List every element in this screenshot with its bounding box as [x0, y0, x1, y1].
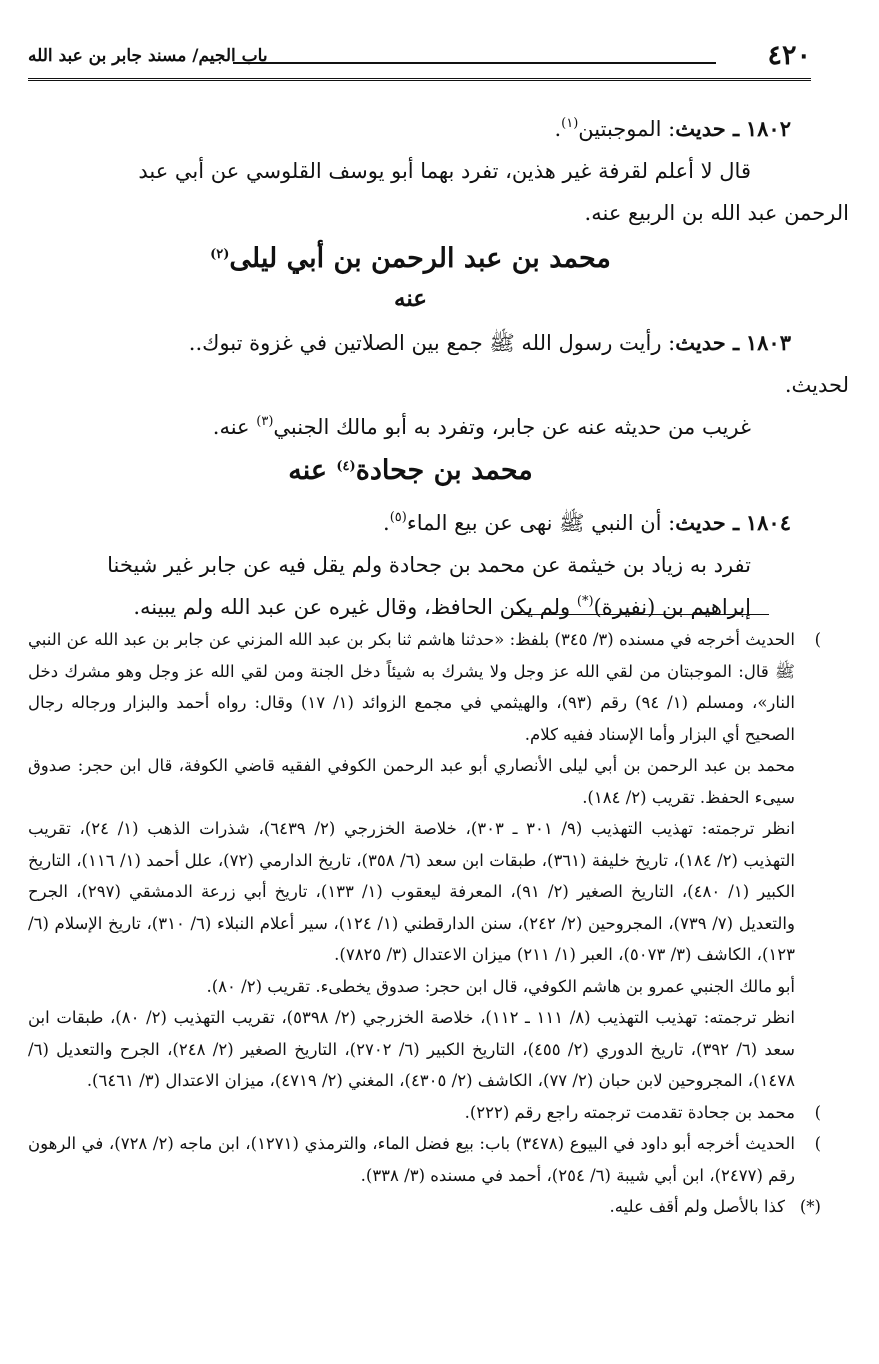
hadith-continued: لحديث. [784, 373, 849, 397]
section-heading [30, 236, 791, 282]
hadith-1802 [30, 108, 791, 150]
hadith-label: ـ حديث [675, 510, 740, 535]
section-title-suffix: عنه [288, 455, 337, 486]
commentary-line: الرحمن عبد الله بن الربيع عنه. [584, 201, 849, 225]
footnote-4 [28, 1097, 819, 1129]
section-heading [30, 448, 791, 494]
footnote-ref: (*) [576, 594, 594, 609]
footnote-text: انظر ترجمته: تهذيب التهذيب (٨/ ١١١ ـ ١١٢)، خلاصة الخزرجي (٢/ ٥٣٩٨)، تقريب التهذيب (٢/ ٨٠)، طبقات ابن سعد (٦/ ٣٩٢)، تاريخ الدوري (٢/ ٤٥٥)، التاريخ الكبير (٦/ ٢٧٠٢)، التاريخ الصغير (٢/ ٢٤٨)، الجرح والتعديل (٦/ ١٤٧٨)، المجروحين لابن حبان (٢/ ٧٧)، الكاشف (٢/ ٤٣٠٥)، المغني (٢/ ٤٧١٩)، ميزان الاعتدال (٣/ ٦٤٦١). [28, 1008, 796, 1090]
hadith-label: ـ حديث [675, 116, 740, 141]
hadith-label: ـ حديث [675, 330, 740, 355]
header-divider [28, 78, 811, 81]
hadith-number: ١٨٠٢ [745, 116, 791, 141]
footnote-text: الحديث أخرجه في مسنده (٣/ ٣٤٥) بلفظ: «حدثنا هاشم ثنا بكر بن عبد الله المزني عن جابر بن عبد الله عن النبي ﷺ قال: الموجبتان من لقي الله عز وجل ولا يشرك به شيئاً دخل الجنة ومن لقي الله عز وجل وهو مشرك دخل النار»، ومسلم (١/ ٩٤) رقم (٩٣)، والهيثمي في مجمع الزوائد (١/ ١٧) وقال: رواه أحمد والبزار ورجاله رجال الصحيح أي البزار وأما الإسناد ففيه كلام. [28, 630, 796, 744]
section-title: محمد بن جحادة [355, 455, 533, 486]
commentary-text: غريب من حديثه عنه عن جابر، وتفرد به أبو مالك الجنبي [273, 415, 751, 439]
footnote-ref: (٣) [256, 414, 274, 429]
footnote-marker: ) [814, 630, 821, 649]
commentary-paragraph [30, 150, 791, 192]
footnote-ref: (٢) [210, 247, 230, 262]
hadith-1803 [30, 322, 791, 364]
footnote-1 [28, 624, 819, 750]
footnote-text: محمد بن عبد الرحمن بن أبي ليلى الأنصاري أبو عبد الرحمن الكوفي الفقيه قاضي الكوفة، قال ابن حجر: صدوق سيىء الحفظ. تقريب (٢/ ١٨٤). [28, 756, 795, 807]
hadith-1804 [30, 502, 791, 544]
running-title: باب الجيم/ مسند جابر بن عبد الله [28, 46, 268, 66]
section-title: محمد بن عبد الرحمن بن أبي ليلى [229, 243, 611, 274]
footnote-ref: (١) [561, 116, 579, 131]
footnote-ref: (٥) [389, 510, 407, 525]
commentary-line-continued [30, 192, 849, 234]
footnote-marker: ) [814, 1134, 821, 1153]
hadith-end: . [554, 117, 562, 141]
hadith-text: : الموجبتين [578, 117, 676, 141]
footnote-3 [28, 971, 819, 1003]
footnote-2 [28, 750, 819, 813]
hadith-end: . [383, 511, 390, 535]
footnotes [28, 624, 819, 1223]
footnote-text: محمد بن جحادة تقدمت ترجمته راجع رقم (٢٢٢). [464, 1102, 795, 1122]
commentary-line: تفرد به زياد بن خيثمة عن محمد بن جحادة ولم يقل فيه عن جابر غير شيخنا [107, 553, 751, 577]
hadith-number: ١٨٠٤ [745, 510, 791, 535]
commentary-text: عنه. [212, 415, 257, 439]
commentary-text: إبراهيم بن (نفيرة) [593, 595, 751, 619]
footnote-2-refs [28, 813, 819, 971]
commentary-line-continued [30, 586, 791, 628]
footnote-5 [28, 1128, 819, 1191]
header-rule [233, 62, 716, 64]
footnote-text: كذا بالأصل ولم أقف عليه. [609, 1197, 785, 1216]
page-header [28, 40, 811, 74]
footnote-3-refs [28, 1002, 819, 1097]
page-number: ٤٢٠ [767, 40, 811, 71]
section-subheading: عنه [394, 285, 427, 312]
hadith-text: : رأيت رسول الله ﷺ جمع بين الصلاتين في غزوة تبوك.. [188, 331, 676, 355]
footnote-ref: (٤) [336, 459, 356, 474]
footnote-text: أبو مالك الجنبي عمرو بن هاشم الكوفي، قال ابن حجر: صدوق يخطىء. تقريب (٢/ ٨٠). [206, 976, 795, 996]
commentary-line: قال لا أعلم لقرفة غير هذين، تفرد بهما أبو يوسف القلوسي عن أبي عبد [138, 159, 751, 183]
commentary-text: ولم يكن الحافظ، وقال غيره عن عبد الله ولم يبينه. [133, 595, 577, 619]
hadith-number: ١٨٠٣ [745, 330, 791, 355]
footnote-separator [511, 614, 769, 615]
footnote-marker: ) [814, 1102, 821, 1122]
hadith-text: : أن النبي ﷺ نهى عن بيع الماء [406, 511, 676, 535]
footnote-marker: (*) [799, 1197, 821, 1216]
commentary-paragraph [30, 406, 791, 448]
commentary-paragraph [30, 544, 791, 586]
footnote-star [28, 1191, 819, 1223]
main-text [30, 108, 849, 628]
footnote-text: انظر ترجمته: تهذيب التهذيب (٩/ ٣٠١ ـ ٣٠٣)، خلاصة الخزرجي (٢/ ٦٤٣٩)، شذرات الذهب (١/ ٢٤)، تقريب التهذيب (٢/ ١٨٤)، تاريخ خليفة (٣٦١)، طبقات ابن سعد (٦/ ٣٥٨)، تاريخ الدارمي (٧٢)، علل أحمد (١/ ١١٦)، التاريخ الكبير (١/ ٤٨٠)، التاريخ الصغير (٢/ ٩١)، المعرفة ليعقوب (١/ ١٣٣)، تاريخ أبي زرعة الدمشقي (٢٩٧)، الجرح والتعديل (٧/ ٧٣٩)، المجروحين (٢/ ٢٤٢)، سنن الدارقطني (١/ ١٢٤)، سير أعلام النبلاء (٦/ ٣١٠)، تاريخ الإسلام (٦/ ١٢٣)، الكاشف (٣/ ٥٠٧٣)، العبر (١/ ٢١١) ميزان الاعتدال (٣/ ٧٨٢٥). [28, 819, 796, 964]
footnote-text: الحديث أخرجه أبو داود في البيوع (٣٤٧٨) باب: بيع فضل الماء، والترمذي (١٢٧١)، ابن ماجه (٢/ ٧٢٨)، في الرهون رقم (٢٤٧٧)، ابن أبي شيبة (٦/ ٢٥٤)، أحمد في مسنده (٣/ ٣٣٨). [28, 1134, 795, 1185]
